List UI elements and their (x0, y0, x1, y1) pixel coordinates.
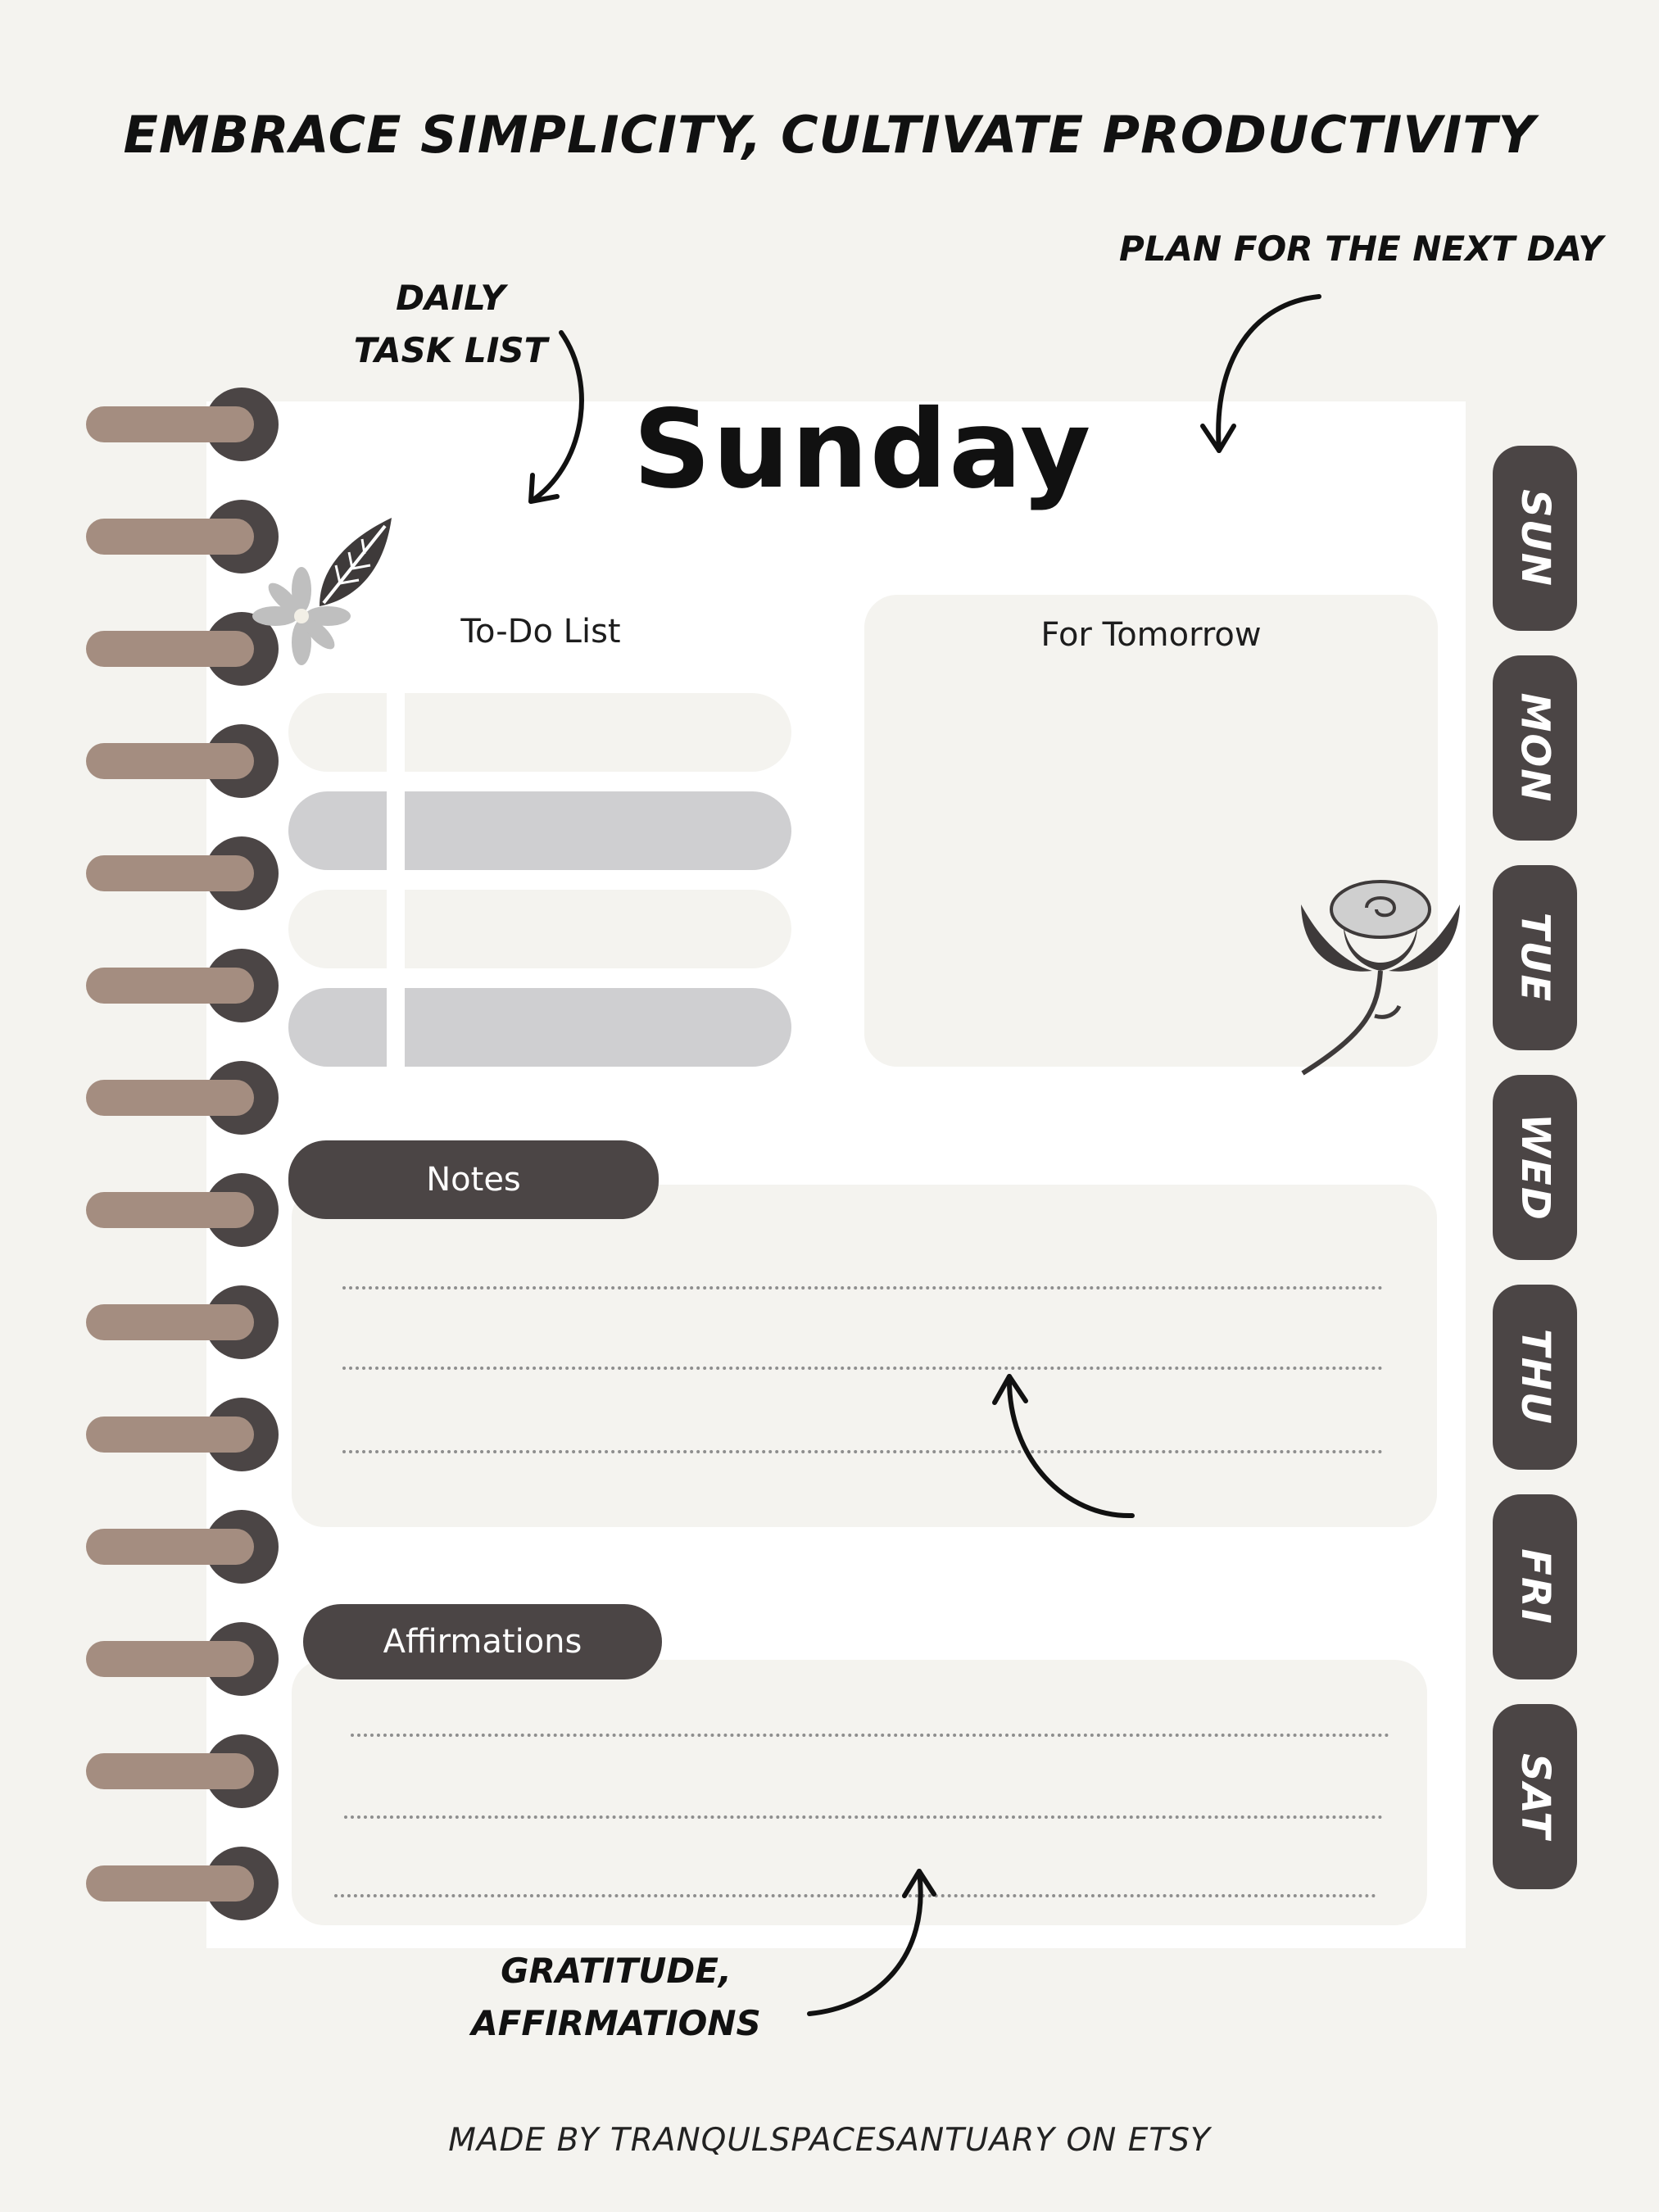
tab-label: THU (1512, 1329, 1558, 1426)
callout-line: AFFIRMATIONS (471, 2003, 761, 2043)
tab-label: WED (1512, 1113, 1558, 1222)
arrow-icon (531, 333, 582, 501)
tab-label: FRI (1512, 1548, 1558, 1625)
arrow-icon (1009, 1376, 1132, 1516)
for-tomorrow-label: For Tomorrow (1040, 616, 1262, 654)
tab-label: MON (1512, 692, 1558, 804)
tab-label: TUE (1512, 912, 1558, 1004)
notes-header-pill: Notes (288, 1140, 659, 1219)
callout-line: GRATITUDE, (501, 1951, 732, 1991)
callout-plan-next-day: PLAN FOR THE NEXT DAY (1119, 229, 1603, 269)
callout-line: TASK LIST (353, 330, 548, 370)
tab-label: SAT (1512, 1753, 1558, 1840)
todo-list-label: To-Do List (460, 613, 621, 650)
day-title: Sunday (632, 387, 1093, 513)
affirmations-header-pill: Affirmations (303, 1604, 662, 1679)
tab-label: SUN (1512, 489, 1558, 587)
footer-credit: MADE BY TRANQULSPACESANTUARY ON ETSY (448, 2122, 1211, 2159)
callout-line: DAILY (396, 278, 505, 318)
page-heading: EMBRACE SIMPLICITY, CULTIVATE PRODUCTIVITY (123, 105, 1536, 165)
